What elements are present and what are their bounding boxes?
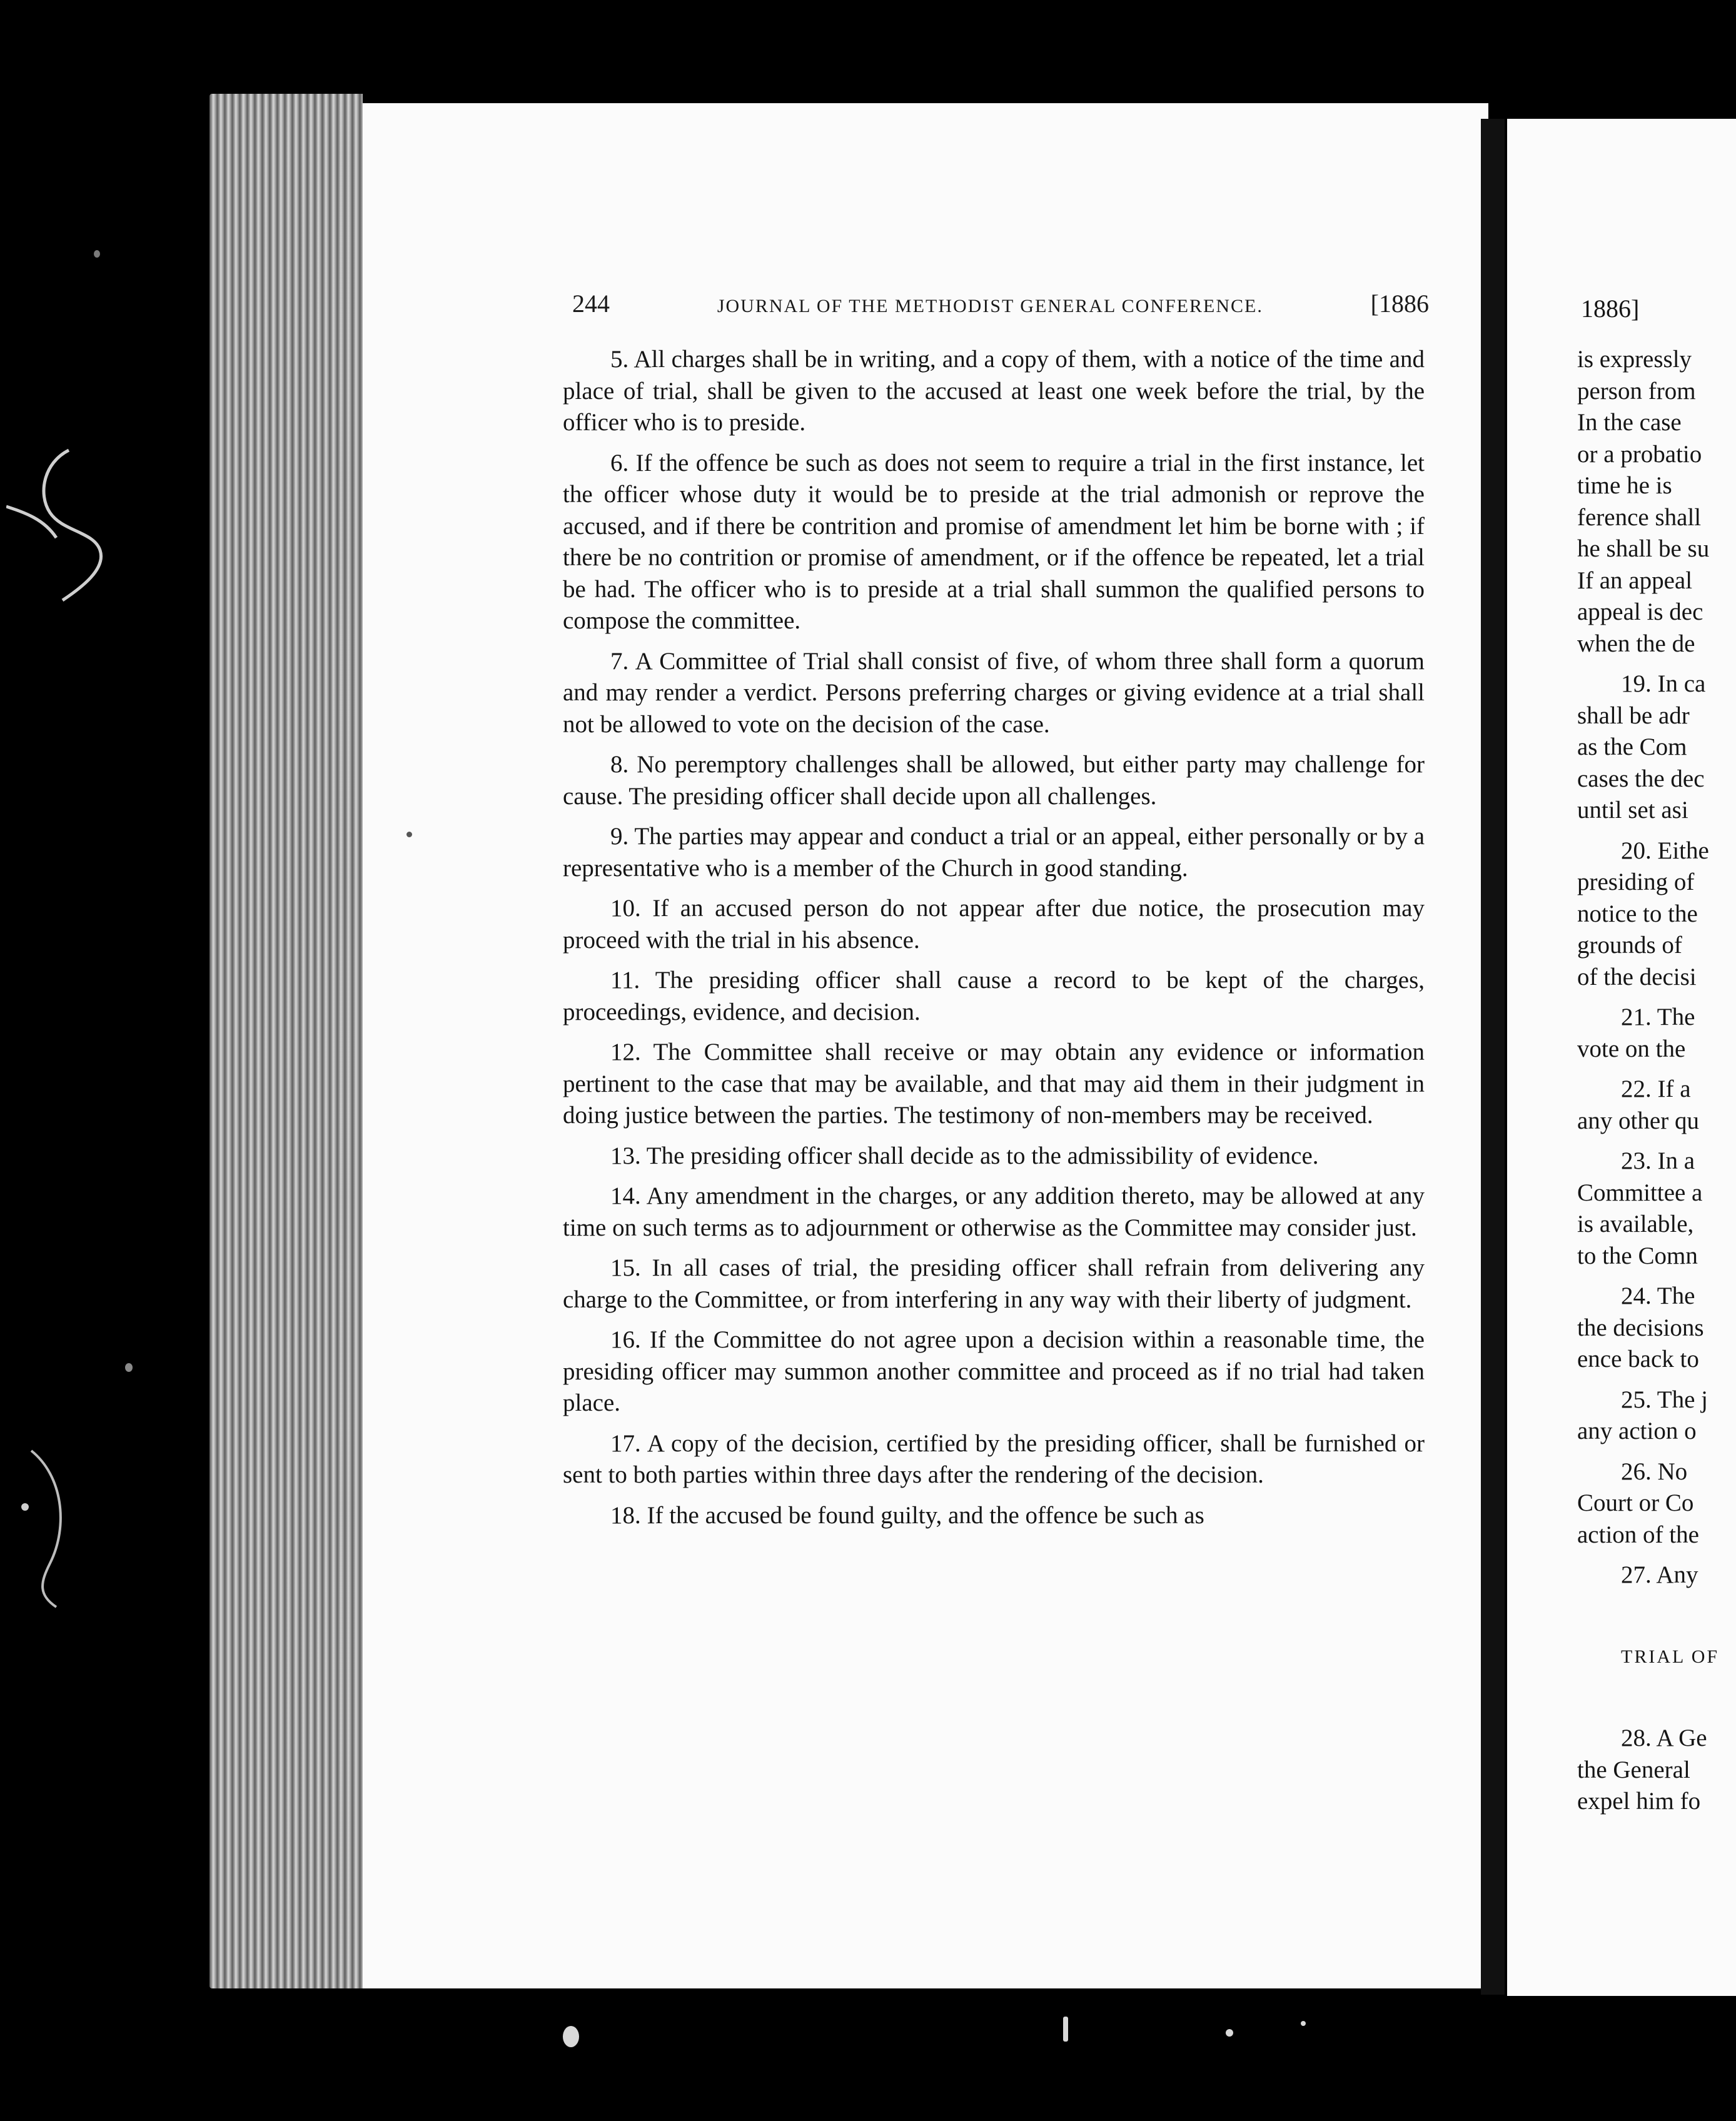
text-line: 21. The (1621, 1004, 1695, 1030)
text-line: of the decisi (1577, 963, 1697, 990)
text-line: 27. Any (1621, 1561, 1698, 1588)
text-line: 22. If a (1621, 1076, 1691, 1102)
text-line: cases the dec (1577, 765, 1705, 792)
text-line: to the Comn (1577, 1242, 1698, 1269)
text-line: any other qu (1577, 1107, 1699, 1134)
paragraph: 18. If the accused be found guilty, and the offence be such as (610, 1501, 1204, 1529)
text-line: 20. Eithe (1621, 837, 1709, 864)
paragraph: 17. A copy of the decision, certified by the presiding officer, shall be furnished or sent to both parties within three days after the rendering of the decision. (563, 1429, 1425, 1488)
paragraph: 6. If the offence be such as does not seem to require a trial in the first instance, let the officer whose duty it would be to preside at the trial admonish or reprove the accused, and if there be contrition and promise of amendment let him be borne with ; if there be no contrition or promise of amendment, or if the offence be repeated, let a trial be had. The officer who is to preside at a trial shall summon the qualified persons to compose the committee. (563, 449, 1425, 634)
text-line: vote on the (1577, 1035, 1686, 1062)
stray-hair-mark (6, 438, 125, 613)
running-title: JOURNAL OF THE METHODIST GENERAL CONFERENCE. (717, 296, 1263, 316)
page-number: 244 (572, 290, 610, 318)
text-line: Committee a (1577, 1179, 1703, 1206)
text-line: ference shall (1577, 503, 1702, 531)
text-line: notice to the (1577, 900, 1698, 927)
text-line: 28. A Ge (1621, 1725, 1707, 1751)
text-line: 19. In ca (1621, 670, 1706, 697)
right-page-year: 1886] (1581, 295, 1640, 323)
text-line: 24. The (1621, 1282, 1695, 1309)
running-head (572, 289, 1429, 324)
text-line: 25. The j (1621, 1386, 1708, 1413)
text-line: 26. No (1621, 1458, 1688, 1485)
paragraph: 11. The presiding officer shall cause a record to be kept of the charges, proceedings, evidence, and decision. (563, 967, 1425, 1025)
paragraph: 15. In all cases of trial, the presiding officer shall refrain from delivering any charge to the Committee, or from interfering in any way with their liberty of judgment. (563, 1254, 1425, 1313)
text-line: action of the (1577, 1521, 1699, 1548)
text-line: or a probatio (1577, 440, 1702, 468)
paragraph: 14. Any amendment in the charges, or any addition thereto, may be allowed at any time on such terms as to adjournment or otherwise as the Committee may consider just. (563, 1182, 1425, 1241)
text-line: he shall be su (1577, 535, 1710, 562)
text-line: time he is (1577, 472, 1672, 499)
text-line: In the case (1577, 409, 1682, 436)
paragraph: 9. The parties may appear and conduct a trial or an appeal, either personally or by a representative who is a member of the Church in good standing. (563, 823, 1425, 882)
text-line: expel him fo (1577, 1788, 1701, 1815)
paragraph: 8. No peremptory challenges shall be allowed, but either party may challenge for cause. The presiding officer shall decide upon all challenges. (563, 751, 1425, 810)
text-line: grounds of (1577, 932, 1682, 959)
text-line: the General (1577, 1756, 1690, 1783)
text-line: the decisions (1577, 1314, 1704, 1341)
paragraph: 16. If the Committee do not agree upon a decision within a reasonable time, the presiding officer may summon another committee and proceed as if no trial had taken place. (563, 1326, 1425, 1416)
text-line: appeal is dec (1577, 598, 1703, 625)
paragraph: 5. All charges shall be in writing, and a copy of them, with a notice of the time and place of trial, shall be given to the accused at least one week before the trial, by the officer who is to preside. (563, 346, 1425, 436)
text-line: is available, (1577, 1211, 1694, 1237)
left-page-body (563, 344, 1425, 1540)
paragraph: 10. If an accused person do not appear after due notice, the prosecution may proceed with the trial in his absence. (563, 895, 1425, 954)
paragraph: 7. A Committee of Trial shall consist of five, of whom three shall form a quorum and may render a verdict. Persons preferring charges or giving evidence at a trial shall not be allowed to vote on the decision of the case. (563, 647, 1425, 738)
right-page-body (1577, 344, 1736, 1818)
text-line: If an appeal (1577, 567, 1693, 594)
section-heading: TRIAL OF (1621, 1646, 1720, 1667)
running-year: [1886 (1370, 290, 1429, 318)
text-line: ence back to (1577, 1346, 1699, 1373)
text-line: 23. In a (1621, 1147, 1695, 1174)
text-line: as the Com (1577, 733, 1687, 760)
text-line: is expressly (1577, 346, 1692, 373)
paragraph: 12. The Committee shall receive or may obtain any evidence or information pertinent to the case that may be available, and that may aid them in their judgment in doing justice between the parties. The testimony of non-members may be received. (563, 1039, 1425, 1129)
text-line: presiding of (1577, 869, 1695, 895)
stray-dust-mark (13, 1438, 88, 1613)
text-line: when the de (1577, 630, 1695, 657)
text-line: person from (1577, 377, 1696, 405)
text-line: shall be adr (1577, 702, 1690, 729)
book-page-edges (209, 94, 363, 1988)
text-line: any action o (1577, 1418, 1697, 1444)
book-gutter (1481, 119, 1505, 1995)
paragraph: 13. The presiding officer shall decide as to the admissibility of evidence. (610, 1142, 1319, 1169)
text-line: Court or Co (1577, 1489, 1694, 1516)
text-line: until set asi (1577, 797, 1688, 824)
